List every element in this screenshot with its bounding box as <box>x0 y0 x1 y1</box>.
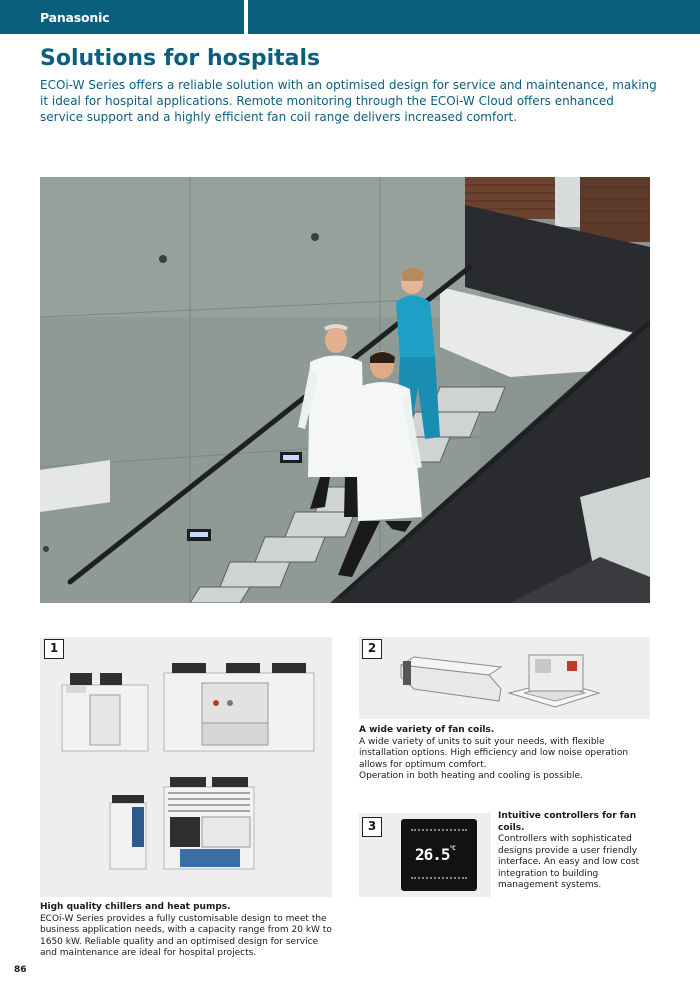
chillers-image-panel <box>40 637 332 897</box>
controller-temperature <box>415 845 455 864</box>
section-2-caption <box>359 725 654 783</box>
section-3-caption <box>498 811 650 892</box>
section-1-heading: High quality chillers and heat pumps. <box>40 902 231 912</box>
panasonic-logo: Panasonic <box>40 10 110 25</box>
hospital-stairs-photo <box>40 177 650 603</box>
section-1-caption <box>40 902 332 960</box>
section-1-number: 1 <box>44 639 64 659</box>
section-3-number: 3 <box>362 817 382 837</box>
controller-temp-value: 26.5 <box>415 845 450 864</box>
section-2-number: 2 <box>362 639 382 659</box>
intro-paragraph: ECOi-W Series offers a reliable solution with an optimised design for service and maintenance, making it ideal for hospital applications. Remote monitoring through the ECOi-W Cloud offers enhanced service support and a highly efficient fan coil range delivers increased comfort. <box>40 78 657 124</box>
section-1-body: ECOi-W Series provides a fully customisable design to meet the business application needs, with a capacity range from 20 kW to 1650 kW. Reliable quality and an optimised design for service and maintenance are ideal for hospital projects. <box>40 913 332 958</box>
controller-icon-row <box>411 829 467 832</box>
fan-coils-image-panel <box>359 637 650 719</box>
fan-coils-illustration <box>359 637 650 719</box>
controller-device <box>401 819 477 891</box>
section-3-heading: Intuitive controllers for fan coils. <box>498 811 637 833</box>
section-2-body: A wide variety of units to suit your needs, with flexible installation options. High efficiency and low noise operation allows for optimum comfort. <box>359 736 629 770</box>
chillers-illustration <box>40 637 332 897</box>
header-divider <box>244 0 248 34</box>
section-2-body-2: Operation in both heating and cooling is possible. <box>359 771 583 781</box>
controller-button-row <box>411 877 467 880</box>
controller-temp-unit: °C <box>449 845 455 852</box>
section-3-body: Controllers with sophisticated designs provide a user friendly interface. An easy and low cost integration to building management systems. <box>498 834 640 890</box>
page-title: Solutions for hospitals <box>40 46 321 71</box>
page-number: 86 <box>14 965 27 975</box>
section-2-heading: A wide variety of fan coils. <box>359 725 495 735</box>
